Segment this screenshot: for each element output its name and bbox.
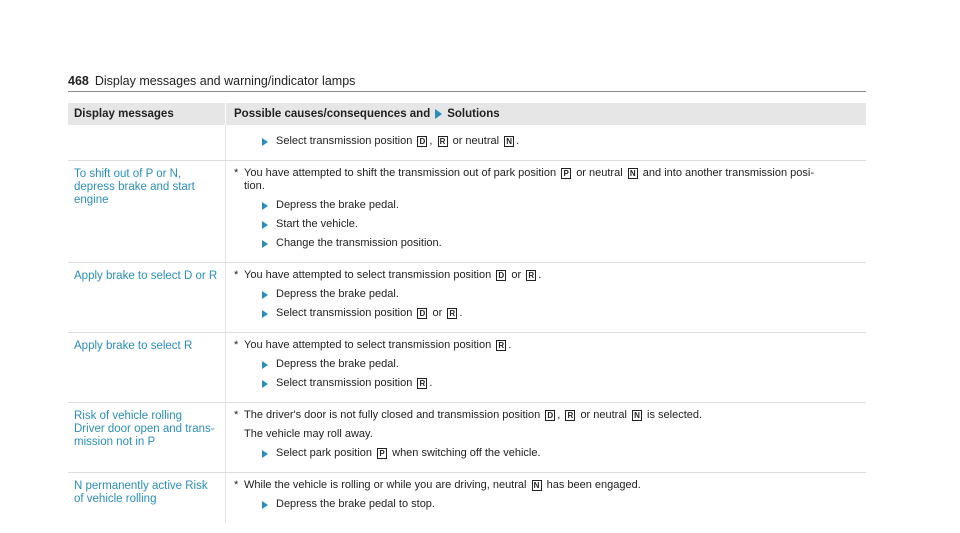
table-row (68, 161, 866, 263)
gear-p-icon: P (561, 168, 571, 179)
solution-step: Select park position P when switching off the vehicle. (234, 447, 860, 460)
gear-d-icon: D (417, 308, 427, 319)
cause-text: * You have attempted to select transmission position D or R . (234, 269, 542, 281)
solution-step: Depress the brake pedal. (234, 358, 860, 371)
gear-r-icon: R (438, 136, 448, 147)
cause-solution-cell (226, 263, 866, 332)
solution-step: Depress the brake pedal to stop. (234, 498, 860, 511)
message-cell: Risk of vehicle rolling Driver door open and trans- mission not in P (68, 403, 226, 472)
solution-step: Select transmission position D , R or neutral N . (234, 135, 860, 148)
gear-n-icon: N (628, 168, 638, 179)
arrow-right-icon (262, 450, 268, 458)
arrow-right-icon (262, 138, 268, 146)
page-title: Display messages and warning/indicator lamps (94, 74, 356, 88)
cause-text: * You have attempted to shift the transmission out of park position P or neutral N and into another transmission posi- tion. (234, 167, 815, 192)
gear-n-icon: N (632, 410, 642, 421)
cause-solution-cell (226, 161, 866, 262)
message-cell (68, 125, 226, 160)
arrow-right-icon (262, 310, 268, 318)
column-header-messages: Display messages (68, 103, 226, 125)
gear-d-icon: D (417, 136, 427, 147)
gear-r-icon: R (417, 378, 427, 389)
gear-r-icon: R (496, 340, 506, 351)
gear-d-icon: D (545, 410, 555, 421)
gear-r-icon: R (565, 410, 575, 421)
gear-n-icon: N (504, 136, 514, 147)
cause-solution-cell (226, 473, 866, 523)
arrow-right-icon (262, 291, 268, 299)
message-cell: N permanently active Risk of vehicle rolling (68, 473, 226, 523)
solution-step: Change the transmission position. (234, 237, 860, 250)
cause-text: * The driver's door is not fully closed and transmission position D , R or neutral N is selected. (234, 409, 703, 421)
table-header (68, 103, 866, 125)
arrow-right-icon (262, 501, 268, 509)
display-messages-table (68, 103, 866, 523)
solution-step: Select transmission position D or R . (234, 307, 860, 320)
header-divider (68, 91, 866, 92)
gear-d-icon: D (496, 270, 506, 281)
solution-step: Start the vehicle. (234, 218, 860, 231)
arrow-right-icon (262, 361, 268, 369)
arrow-right-icon (435, 109, 442, 119)
gear-n-icon: N (532, 480, 542, 491)
solution-step: Depress the brake pedal. (234, 199, 860, 212)
gear-r-icon: R (447, 308, 457, 319)
arrow-right-icon (262, 380, 268, 388)
message-cell: Apply brake to select D or R (68, 263, 226, 332)
gear-r-icon: R (526, 270, 536, 281)
cause-text: * You have attempted to select transmission position R . (234, 339, 512, 351)
solution-cell (226, 125, 866, 160)
message-cell: To shift out of P or N, depress brake and start engine (68, 161, 226, 262)
solution-step: Select transmission position R . (234, 377, 860, 390)
arrow-right-icon (262, 221, 268, 229)
page-number: 468 (68, 74, 89, 88)
gear-p-icon: P (377, 448, 387, 459)
cause-solution-cell (226, 403, 866, 472)
cause-text: * While the vehicle is rolling or while you are driving, neutral N has been engaged. (234, 479, 641, 491)
column-header-causes: Possible causes/consequences and Solutions (234, 108, 500, 120)
message-cell: Apply brake to select R (68, 333, 226, 402)
arrow-right-icon (262, 240, 268, 248)
table-row (68, 403, 866, 473)
table-row (68, 263, 866, 333)
arrow-right-icon (262, 202, 268, 210)
cause-solution-cell (226, 333, 866, 402)
table-row (68, 473, 866, 523)
page-header (68, 74, 866, 88)
table-row (68, 333, 866, 403)
table-row (68, 125, 866, 161)
solution-step: Depress the brake pedal. (234, 288, 860, 301)
cause-note: The vehicle may roll away. (244, 428, 373, 440)
